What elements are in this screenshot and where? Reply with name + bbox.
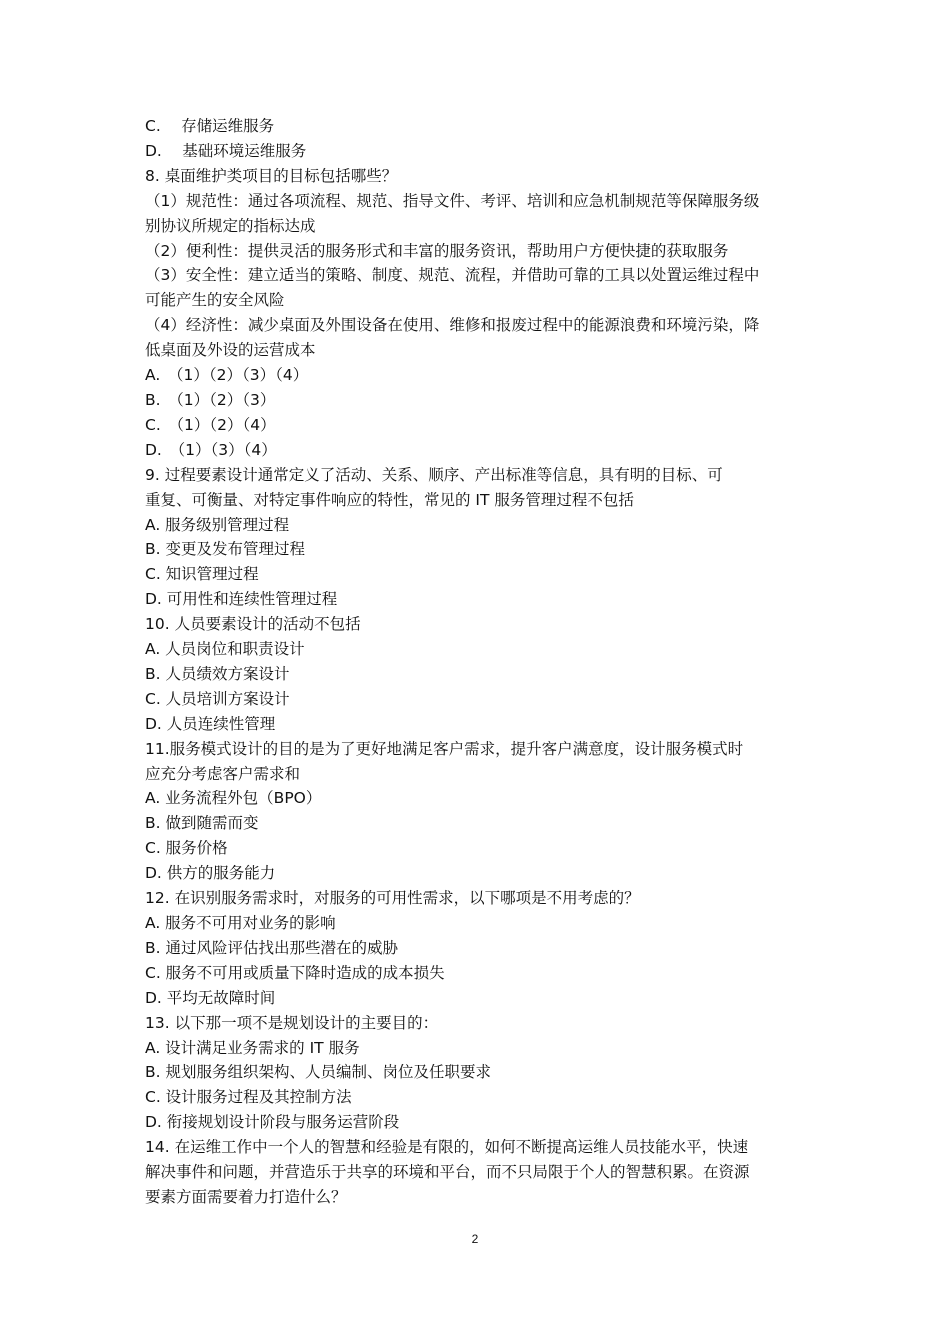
text-line: （4）经济性：减少桌面及外围设备在使用、维修和报废过程中的能源浪费和环境污染，降 [145, 316, 760, 335]
text-line: C. 设计服务过程及其控制方法 [145, 1088, 352, 1107]
text-line: B. 变更及发布管理过程 [145, 540, 305, 559]
text-line: A. 业务流程外包（BPO） [145, 789, 322, 808]
text-line: A. 设计满足业务需求的 IT 服务 [145, 1038, 360, 1057]
text-line: 重复、可衡量、对特定事件响应的特性，常见的 IT 服务管理过程不包括 [145, 490, 634, 509]
text-line: D. 衔接规划设计阶段与服务运营阶段 [145, 1113, 400, 1132]
text-line: C. （1）（2）（4） [145, 415, 276, 434]
text-line: D. 人员连续性管理 [145, 714, 276, 733]
text-line: 低桌面及外设的运营成本 [145, 341, 316, 360]
text-line: C. 存储运维服务 [145, 117, 275, 135]
text-line: C. 人员培训方案设计 [145, 689, 290, 708]
text-line: B. 人员绩效方案设计 [145, 664, 290, 683]
text-line: 别协议所规定的指标达成 [145, 216, 316, 235]
text-line: C. 知识管理过程 [145, 565, 259, 584]
page-body [145, 114, 810, 1210]
text-line: 应充分考虑客户需求和 [145, 764, 301, 783]
text-line: 10. 人员要素设计的活动不包括 [145, 615, 361, 634]
text-line: B. 规划服务组织架构、人员编制、岗位及任职要求 [145, 1063, 491, 1082]
text-line: B. 做到随需而变 [145, 814, 259, 833]
text-line: A. 人员岗位和职责设计 [145, 640, 305, 659]
text-line: （2）便利性：提供灵活的服务形式和丰富的服务资讯，帮助用户方便快捷的获取服务 [145, 241, 729, 260]
text-line: 11.服务模式设计的目的是为了更好地满足客户需求，提升客户满意度，设计服务模式时 [145, 739, 744, 758]
text-line: 14. 在运维工作中一个人的智慧和经验是有限的，如何不断提高运维人员技能水平，快速 [145, 1138, 749, 1157]
text-line: D. 可用性和连续性管理过程 [145, 590, 338, 609]
text-line: 13. 以下那一项不是规划设计的主要目的： [145, 1013, 439, 1032]
text-line: C. 服务价格 [145, 839, 228, 858]
text-line: （1）规范性：通过各项流程、规范、指导文件、考评、培训和应急机制规范等保障服务级 [145, 191, 760, 210]
text-line: 8. 桌面维护类项目的目标包括哪些？ [145, 166, 398, 185]
text-line: A. 服务级别管理过程 [145, 515, 290, 534]
text-line: D. 平均无故障时间 [145, 988, 276, 1007]
text-line: A. 服务不可用对业务的影响 [145, 914, 336, 932]
text-line: 解决事件和问题，并营造乐于共享的环境和平台，而不只局限于个人的智慧积累。在资源 [145, 1163, 750, 1182]
text-line: D. 基础环境运维服务 [145, 141, 307, 160]
text-line: D. 供方的服务能力 [145, 864, 276, 883]
text-line: B. 通过风险评估找出那些潜在的威胁 [145, 938, 398, 957]
text-line: 可能产生的安全风险 [145, 291, 285, 310]
text-line: A. （1）（2）（3）（4） [145, 366, 309, 385]
text-line: 要素方面需要着力打造什么？ [145, 1187, 347, 1206]
text-line: （3）安全性：建立适当的策略、制度、规范、流程，并借助可靠的工具以处置运维过程中 [145, 266, 760, 285]
text-line: 12. 在识别服务需求时，对服务的可用性需求，以下哪项是不用考虑的？ [145, 889, 640, 908]
page-number: 2 [471, 1232, 479, 1246]
text-line: C. 服务不可用或质量下降时造成的成本损失 [145, 963, 445, 982]
text-line: 9. 过程要素设计通常定义了活动、关系、顺序、产出标准等信息，具有明的目标、可 [145, 465, 723, 484]
text-line: B. （1）（2）（3） [145, 390, 276, 409]
text-line: D. （1）（3）（4） [145, 440, 277, 459]
